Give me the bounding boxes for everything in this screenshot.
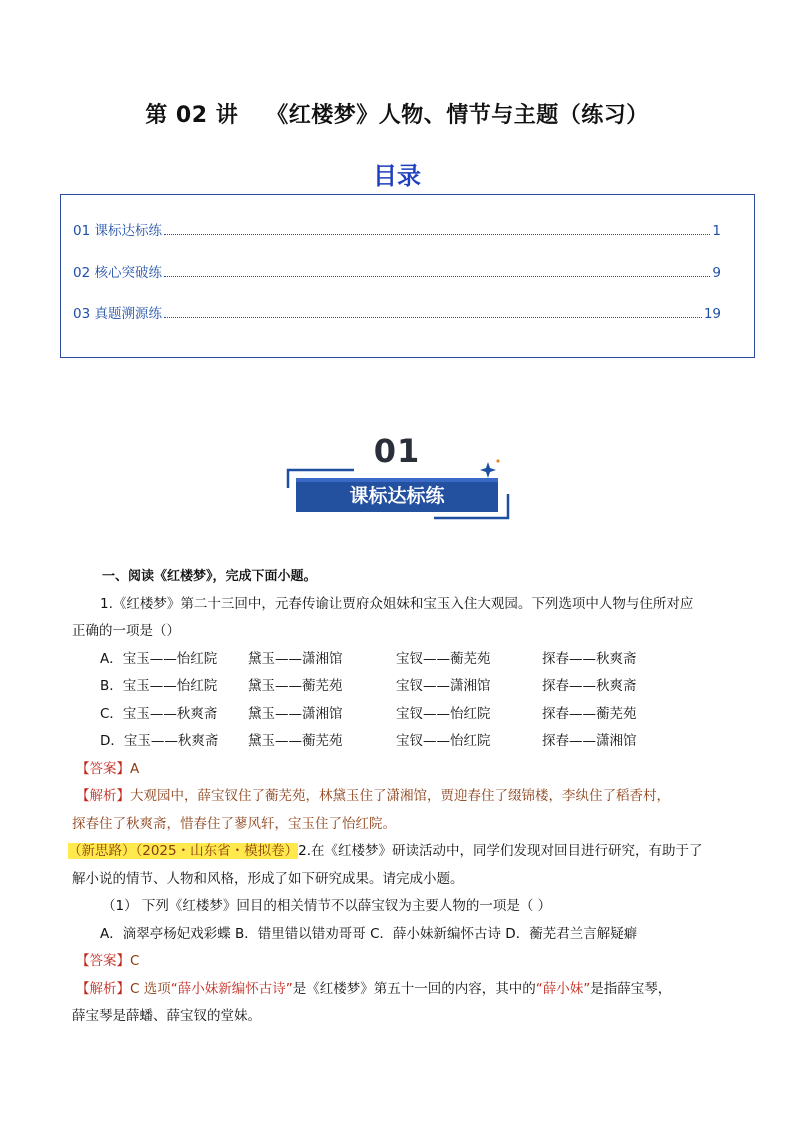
q1-stem-line2: 正确的一项是（） — [72, 623, 180, 639]
toc-leader-dots — [164, 234, 710, 235]
analysis-tag: 【解析】 — [76, 788, 130, 804]
analysis-text: C 选项 — [130, 980, 171, 997]
table-of-contents — [60, 194, 755, 358]
q1-option-b[interactable] — [72, 673, 732, 701]
option-cell: 黛玉——蘅芜苑 — [248, 678, 343, 694]
q1-analysis-line2: 探春住了秋爽斋，惜春住了蓼风轩，宝玉住了怡红院。 — [72, 815, 396, 832]
question-content — [68, 563, 732, 1031]
q1-option-c[interactable] — [72, 701, 732, 729]
analysis-text: 是《红楼梦》第五十一回的内容，其中的 — [292, 980, 536, 997]
q2-options[interactable]: A．滴翠亭杨妃戏彩蝶 B．错里错以错劝哥哥 C．薛小妹新编怀古诗 D．蘅芜君兰言解疑癖 — [100, 925, 638, 942]
option-cell: 探春——蘅芜苑 — [542, 705, 637, 722]
option-cell: A．宝玉——怡红院 — [100, 650, 218, 667]
q1-option-d[interactable] — [72, 728, 732, 756]
banner-highlight — [296, 478, 498, 482]
analysis-text: 大观园中，薛宝钗住了蘅芜苑，林黛玉住了潇湘馆，贾迎春住了缀锦楼，李纨住了稻香村， — [130, 788, 670, 804]
q1-answer — [72, 756, 732, 784]
page-title — [0, 98, 794, 129]
sparkle-icon — [480, 462, 496, 478]
toc-item-3[interactable] — [73, 302, 721, 322]
toc-item-page: 19 — [703, 306, 721, 322]
lecture-title: 《红楼梦》人物、情节与主题（练习） — [266, 103, 649, 128]
q1-stem-line1: 1.《红楼梦》第二十三回中，元春传谕让贾府众姐妹和宝玉入住大观园。下列选项中人物与住所对应 — [100, 595, 694, 612]
option-cell: D．宝玉——秋爽斋 — [100, 733, 219, 749]
q1-analysis-line1 — [72, 783, 732, 811]
section-number: 01 — [373, 432, 421, 470]
section-title: 课标达标练 — [349, 485, 445, 507]
option-cell: 宝钗——怡红院 — [396, 733, 491, 749]
option-cell: 宝钗——怡红院 — [396, 705, 491, 722]
toc-item-page: 1 — [712, 223, 721, 239]
analysis-text: 是指薛宝琴， — [590, 980, 672, 997]
option-cell: 探春——秋爽斋 — [542, 650, 637, 667]
answer-tag: 【答案】 — [76, 760, 130, 777]
option-cell: B．宝玉——怡红院 — [100, 678, 218, 694]
toc-item-label: 01 课标达标练 — [73, 223, 162, 239]
answer-value: A — [130, 760, 140, 777]
toc-item-1[interactable] — [73, 219, 721, 239]
reading-heading: 一、阅读《红楼梦》，完成下面小题。 — [102, 569, 317, 584]
toc-item-page: 9 — [712, 265, 721, 281]
q1-option-a[interactable] — [72, 646, 732, 674]
option-cell: 黛玉——潇湘馆 — [248, 650, 343, 667]
lecture-number: 第 02 讲 — [145, 103, 239, 128]
option-cell: 宝钗——蘅芜苑 — [396, 650, 491, 667]
answer-tag: 【答案】 — [76, 953, 130, 969]
q2-stem-line2: 解小说的情节、人物和风格，形成了如下研究成果。请完成小题。 — [72, 870, 464, 887]
q2-analysis-line1 — [72, 976, 732, 1004]
q2-stem-line1 — [68, 838, 732, 866]
toc-leader-dots — [164, 276, 710, 277]
analysis-quote: “薛小妹新编怀古诗” — [170, 980, 293, 997]
answer-value: C — [130, 953, 140, 969]
q2-sub-question: （1） 下列《红楼梦》回目的相关情节不以薛宝钗为主要人物的一项是（ ） — [102, 898, 552, 914]
q2-analysis-line2: 薛宝琴是薛蟠、薛宝钗的堂妹。 — [72, 1008, 261, 1024]
sparkle-dot-icon — [496, 459, 499, 462]
option-cell: 黛玉——潇湘馆 — [248, 705, 343, 722]
option-cell: 探春——秋爽斋 — [542, 678, 637, 694]
option-cell: 探春——潇湘馆 — [542, 733, 637, 749]
q2-answer — [72, 948, 732, 976]
option-cell: 宝钗——潇湘馆 — [396, 678, 491, 694]
toc-item-label: 03 真题溯源练 — [73, 306, 162, 322]
analysis-tag: 【解析】 — [76, 980, 130, 997]
option-cell: C．宝玉——秋爽斋 — [100, 705, 218, 722]
source-badge: （新思路）（2025・山东省・模拟卷） — [68, 843, 299, 859]
toc-heading: 目录 — [373, 162, 421, 190]
q2-stem-text: 2.在《红楼梦》研读活动中，同学们发现对回目进行研究，有助于了 — [298, 843, 703, 859]
analysis-quote: “薛小妹” — [535, 980, 591, 997]
toc-item-label: 02 核心突破练 — [73, 265, 162, 281]
toc-leader-dots — [164, 317, 702, 318]
section-banner — [284, 458, 512, 524]
toc-item-2[interactable] — [73, 261, 721, 281]
option-cell: 黛玉——蘅芜苑 — [248, 733, 343, 749]
